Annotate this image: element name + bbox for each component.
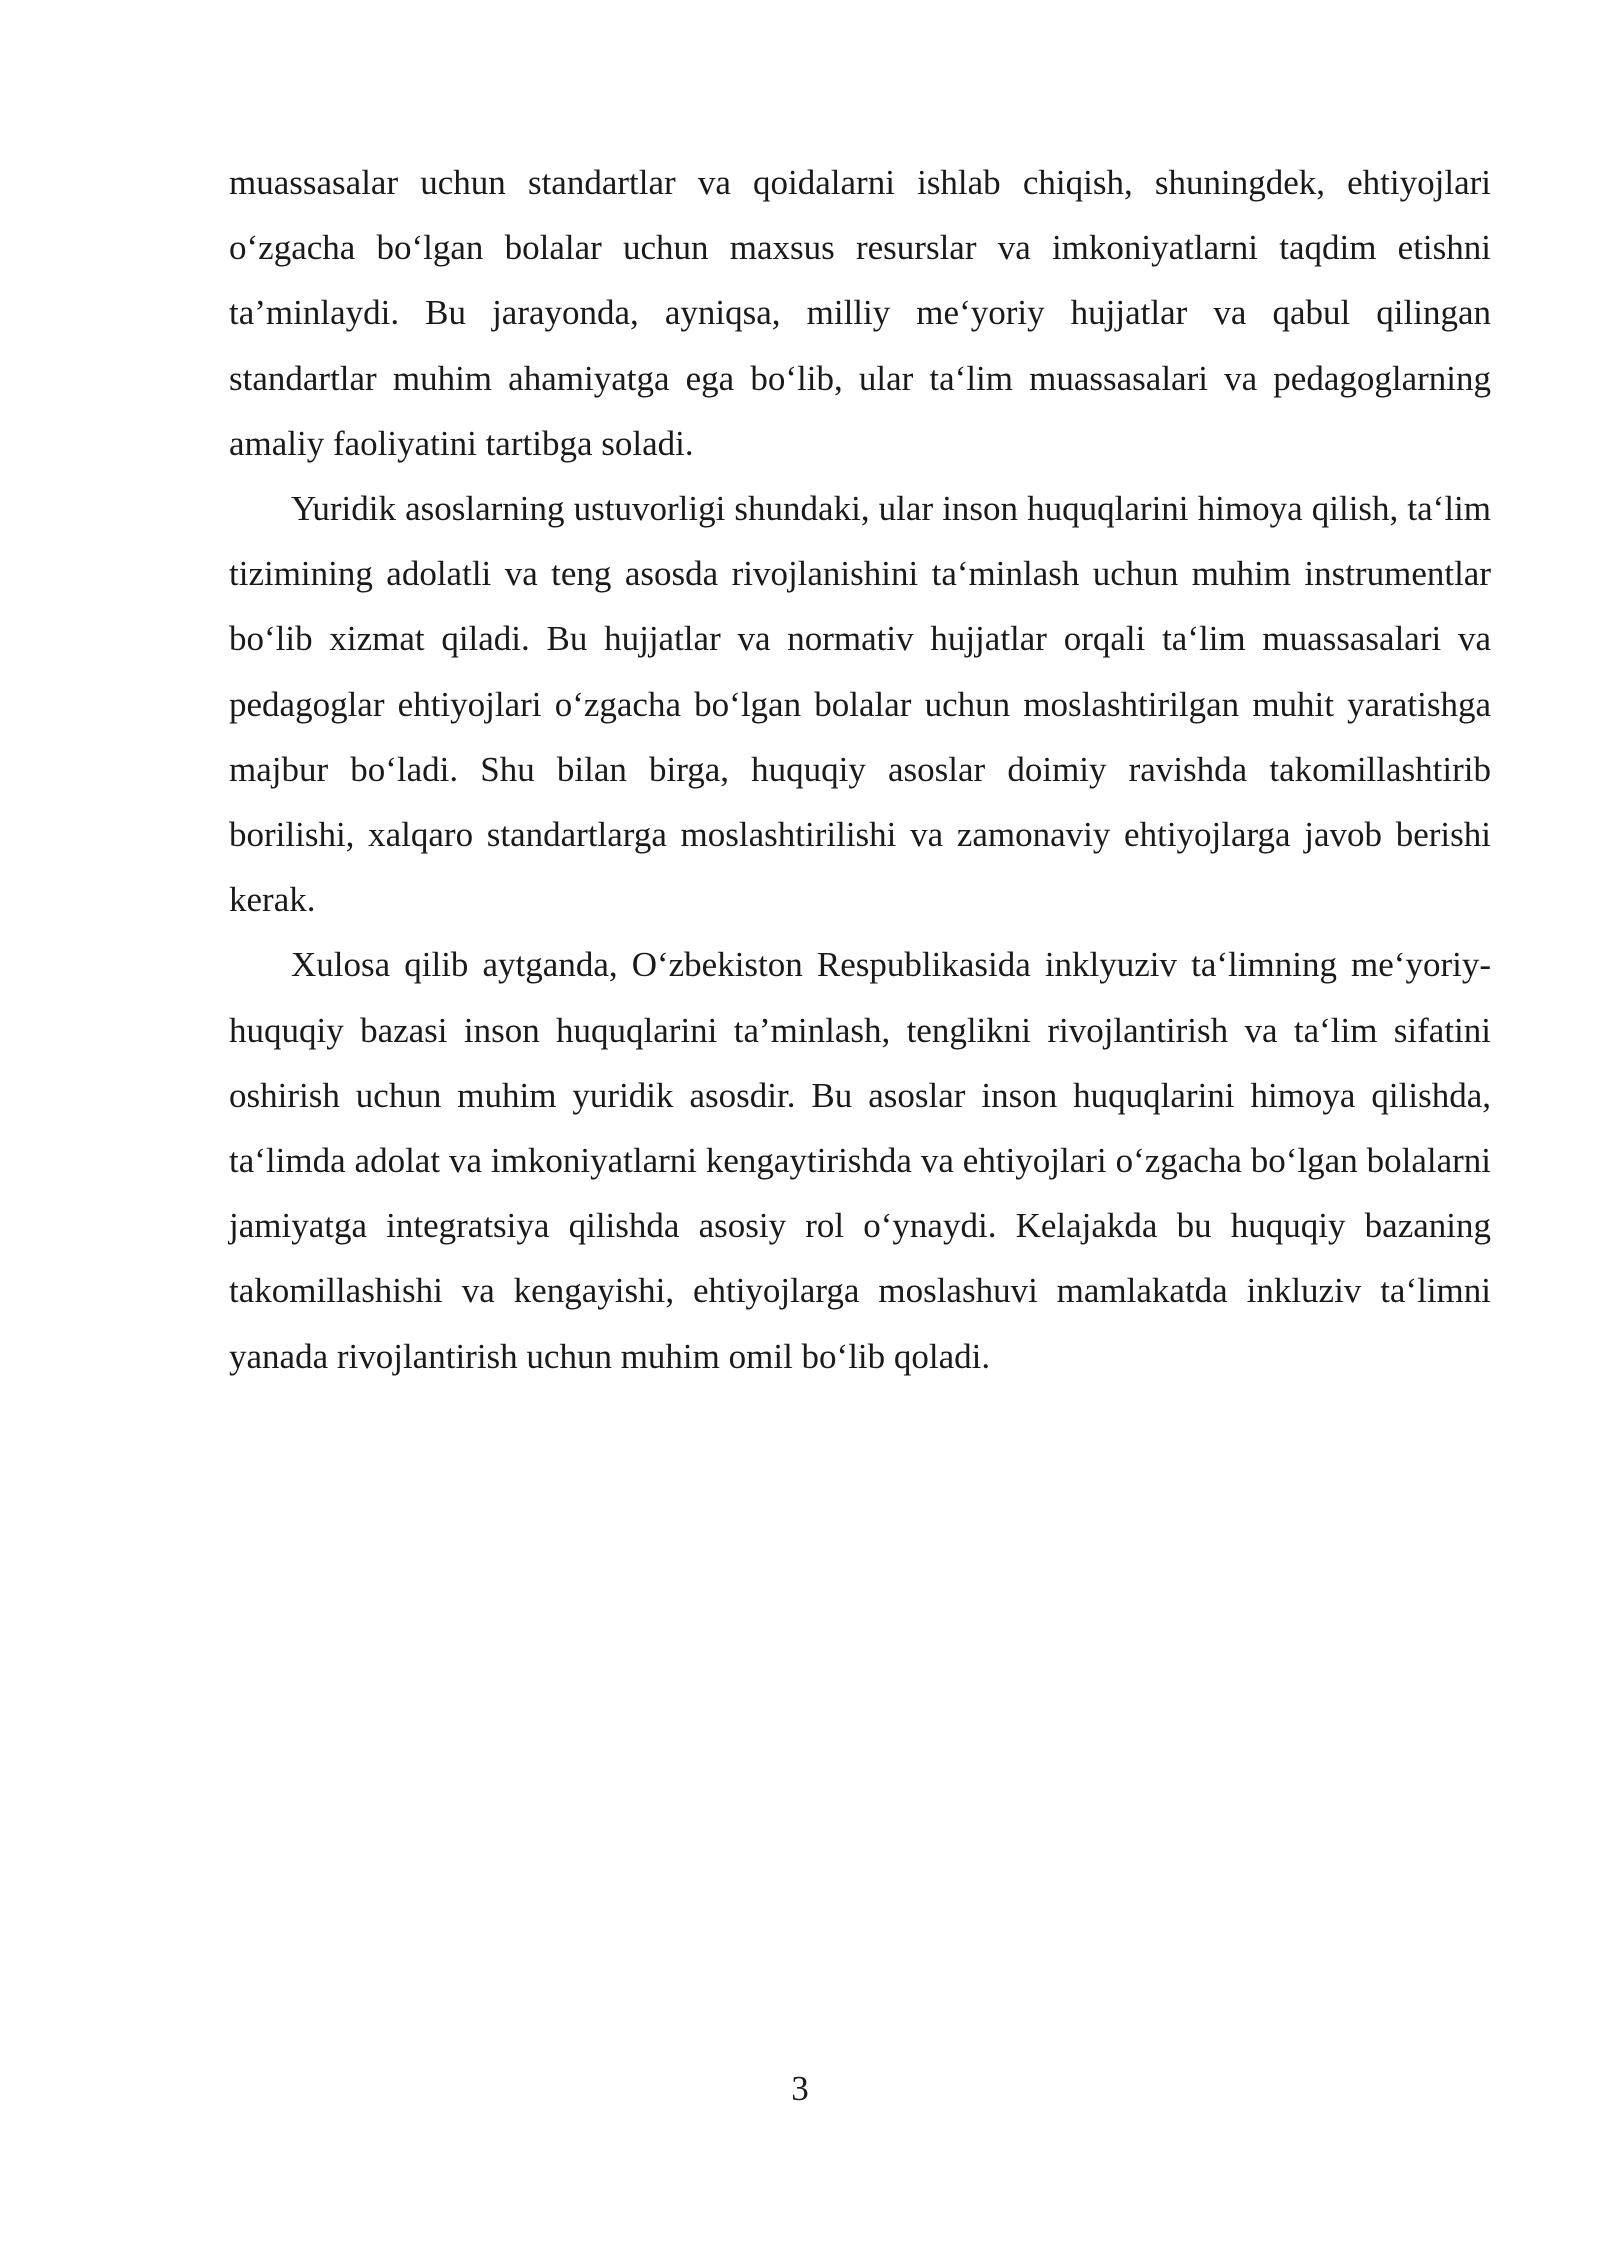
paragraph-conclusion: Xulosa qilib aytganda, O‘zbekiston Respublikasida inklyuziv ta‘limning me‘yoriy-huquqiy bazasi inson huquqlarini ta’minlash, tenglikni rivojlantirish va ta‘lim sifatini oshirish uchun muhim yuridik asosdir. Bu asoslar inson huquqlarini himoya qilishda, ta‘limda adolat va imkoniyatlarni kengaytirishda va ehtiyojlari o‘zgacha bo‘lgan bolalarni jamiyatga integratsiya qilishda asosiy rol o‘ynaydi. Kelajakda bu huquqiy bazaning takomillashishi va kengayishi, ehtiyojlarga moslashuvi mamlakatda inkluziv ta‘limni yanada rivojlantirish uchun muhim omil bo‘lib qoladi. (229, 945, 1491, 1376)
page-number: 3 (791, 2069, 809, 2108)
paragraph-legal-priority: Yuridik asoslarning ustuvorligi shundaki, ular inson huquqlarini himoya qilish, ta‘lim tizimining adolatli va teng asosda rivojlanishini ta‘minlash uchun muhim instrumentlar bo‘lib xizmat qiladi. Bu hujjatlar va normativ hujjatlar orqali ta‘lim muassasalari va pedagoglar ehtiyojlari o‘zgacha bo‘lgan bolalar uchun moslashtirilgan muhit yaratishga majbur bo‘ladi. Shu bilan birga, huquqiy asoslar doimiy ravishda takomillashtirib borilishi, xalqaro standartlarga moslashtirilishi va zamonaviy ehtiyojlarga javob berishi kerak. (229, 489, 1491, 920)
body-text (229, 150, 1491, 1389)
paragraph-continuation: muassasalar uchun standartlar va qoidalarni ishlab chiqish, shuningdek, ehtiyojlari o‘zgacha bo‘lgan bolalar uchun maxsus resurslar va imkoniyatlarni taqdim etishni ta’minlaydi. Bu jarayonda, ayniqsa, milliy me‘yoriy hujjatlar va qabul qilingan standartlar muhim ahamiyatga ega bo‘lib, ular ta‘lim muassasalari va pedagoglarning amaliy faoliyatini tartibga soladi. (229, 163, 1491, 463)
